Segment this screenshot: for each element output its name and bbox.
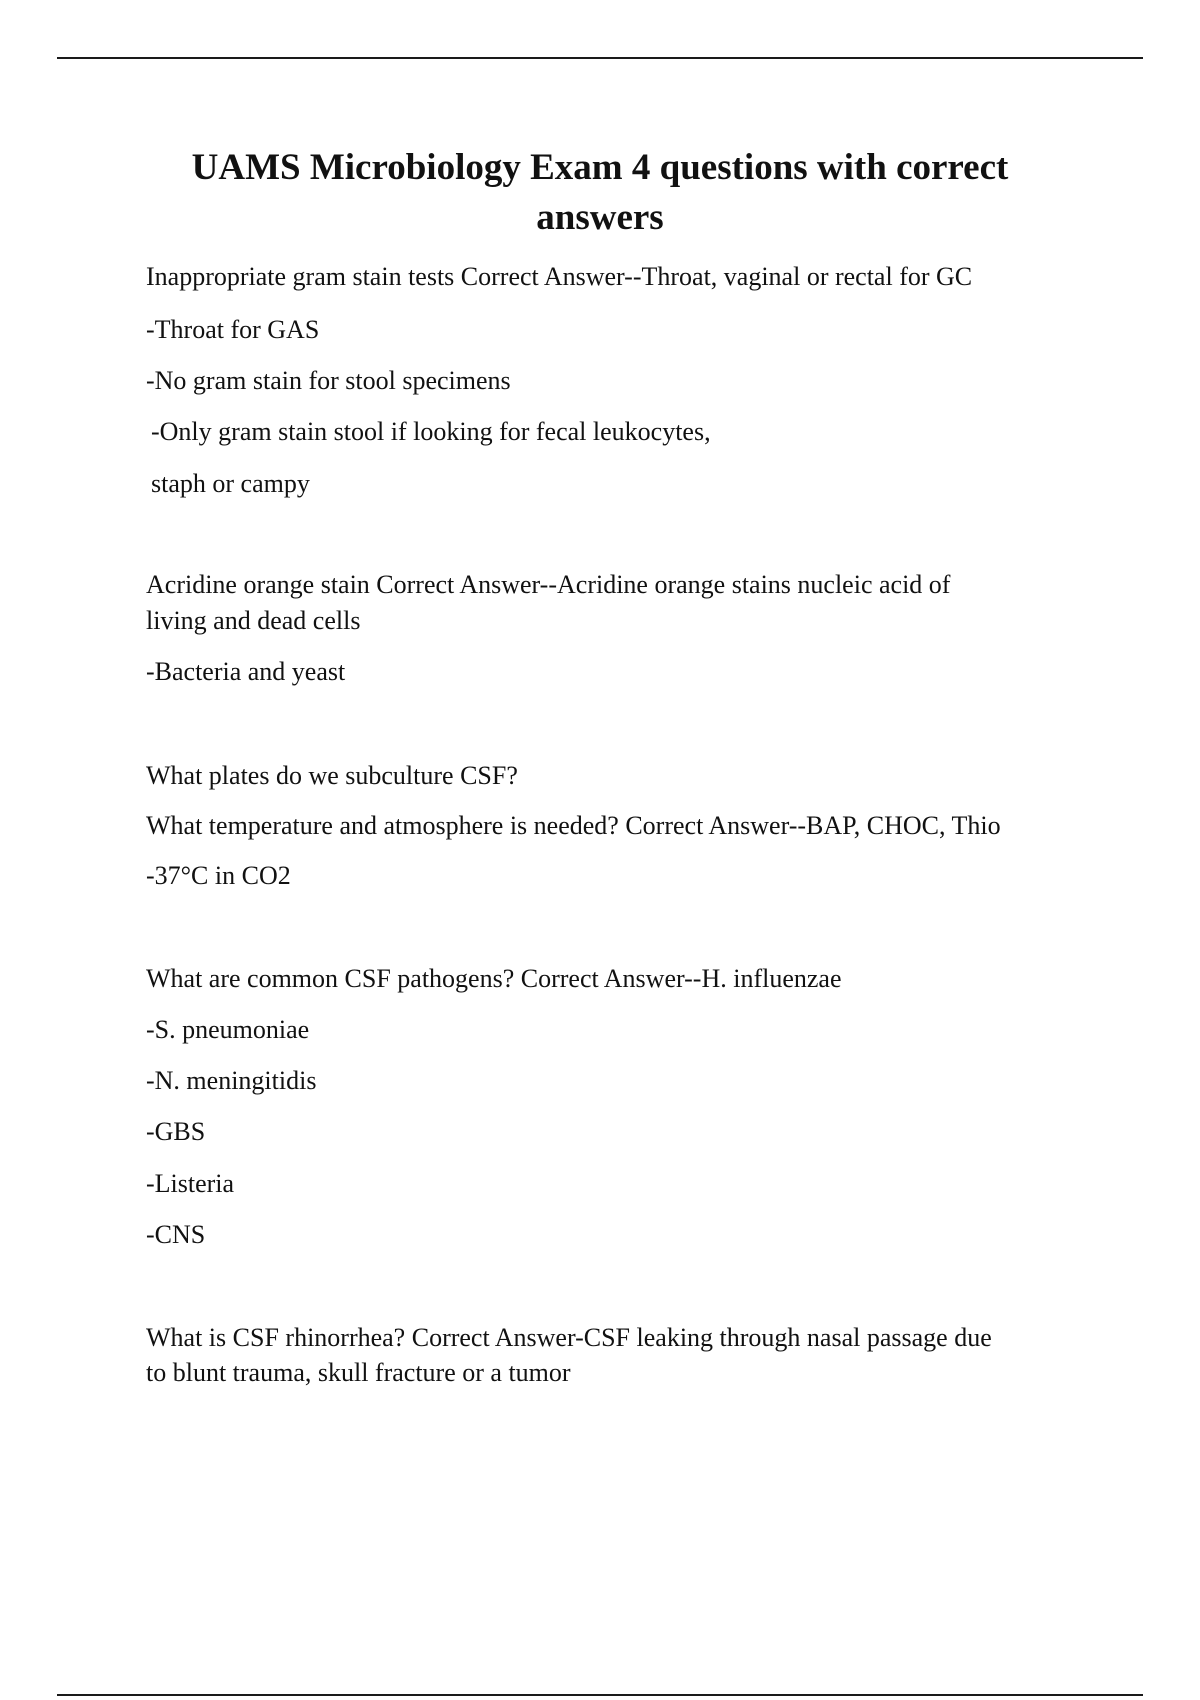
qa-line-acridine-question: Acridine orange stain Correct Answer--Acridine orange stains nucleic acid of	[146, 570, 951, 599]
qa-line-s-pneumoniae: -S. pneumoniae	[146, 1015, 310, 1044]
qa-line-rhinorrhea-question: What is CSF rhinorrhea? Correct Answer-CSF leaking through nasal passage due	[146, 1323, 992, 1352]
qa-line-n-meningitidis: -N. meningitidis	[146, 1066, 317, 1095]
qa-line-csf-temperature-answer: -37°C in CO2	[146, 861, 291, 890]
qa-line-no-stool-stain: -No gram stain for stool specimens	[146, 366, 511, 395]
qa-line-throat-gas: -Throat for GAS	[146, 315, 320, 344]
qa-line-fecal-leukocytes: -Only gram stain stool if looking for fecal leukocytes,	[151, 417, 711, 446]
qa-line-bacteria-yeast: -Bacteria and yeast	[146, 657, 346, 686]
qa-line-gbs: -GBS	[146, 1117, 206, 1146]
qa-line-rhinorrhea-continued: to blunt trauma, skull fracture or a tumor	[146, 1358, 571, 1387]
qa-line-csf-pathogens-question: What are common CSF pathogens? Correct Answer--H. influenzae	[146, 964, 842, 993]
qa-line-listeria: -Listeria	[146, 1169, 235, 1198]
qa-line-gram-stain-question: Inappropriate gram stain tests Correct Answer--Throat, vaginal or rectal for GC	[146, 262, 973, 291]
qa-line-staph-campy: staph or campy	[151, 469, 310, 498]
bottom-rule	[57, 1694, 1143, 1696]
qa-line-cns: -CNS	[146, 1220, 206, 1249]
top-rule	[57, 57, 1143, 59]
qa-line-csf-plates-question: What plates do we subculture CSF?	[146, 761, 518, 790]
qa-line-acridine-continued: living and dead cells	[146, 606, 361, 635]
page-title: UAMS Microbiology Exam 4 questions with correct answers	[191, 147, 1009, 238]
qa-line-csf-temperature-question: What temperature and atmosphere is needed? Correct Answer--BAP, CHOC, Thio	[146, 811, 1001, 840]
